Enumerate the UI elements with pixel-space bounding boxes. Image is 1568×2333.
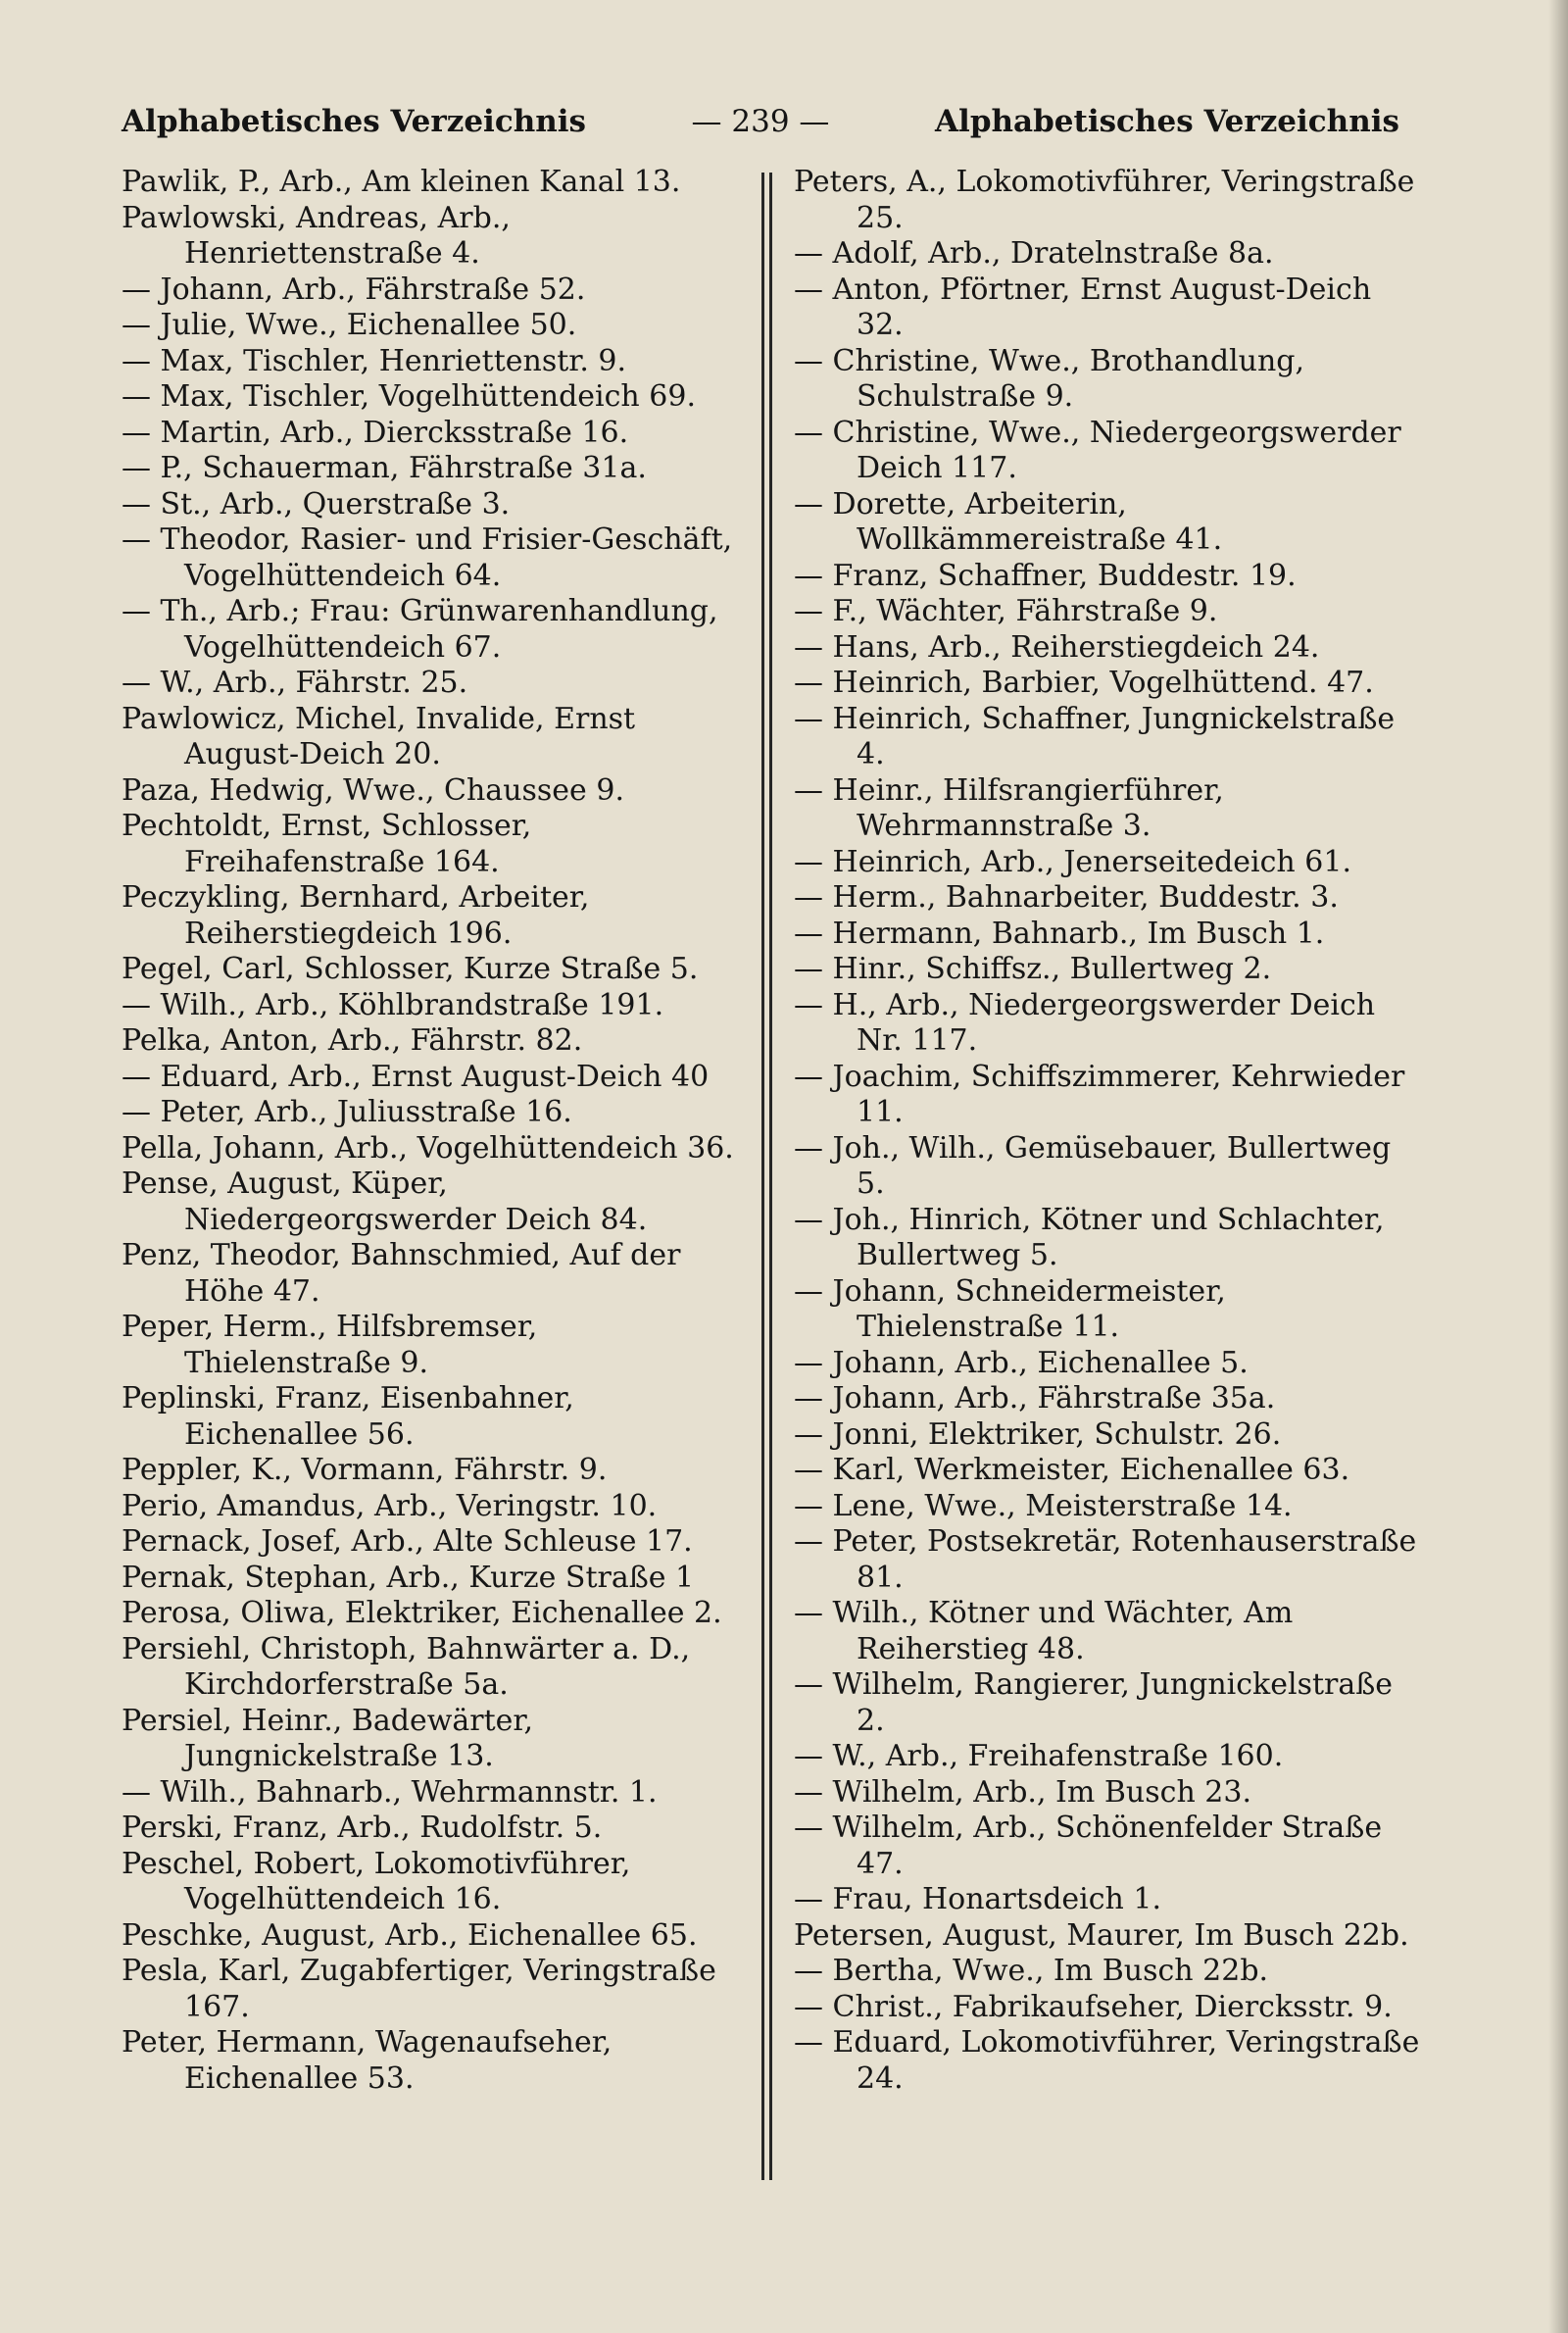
directory-entry: Perski, Franz, Arb., Rudolfstr. 5. [122,1811,603,1845]
directory-entry: — Christine, Wwe., Brothandlung, Schulstraße 9. [794,343,1305,414]
directory-entry: — Dorette, Arbeiterin, Wollkämmereistraße 41. [794,486,1223,557]
directory-entry: Pechtoldt, Ernst, Schlosser, Freihafenstraße 164. [122,809,532,879]
directory-entry: — F., Wächter, Fährstraße 9. [794,594,1218,628]
directory-entry: Perosa, Oliwa, Elektriker, Eichenallee 2. [122,1596,722,1630]
directory-entry: — P., Schauerman, Fährstraße 31a. [122,451,647,485]
directory-entry: — Peter, Postsekretär, Rotenhauserstraße 81. [794,1524,1417,1595]
directory-entry: — Joachim, Schiffszimmerer, Kehrwieder 11. [794,1059,1405,1129]
directory-entry: Peschke, August, Arb., Eichenallee 65. [122,1917,698,1953]
directory-entry: — H., Arb., Niedergeorgswerder Deich Nr. 117. [794,987,1376,1058]
directory-entry: Pawlowski, Andreas, Arb., Henriettenstraße 4. [122,200,511,271]
directory-entry: Pegel, Carl, Schlosser, Kurze Straße 5. [122,952,699,986]
directory-entry: — Eduard, Lokomotivführer, Veringstraße 24. [794,2025,1420,2096]
directory-entry: Peters, A., Lokomotivführer, Veringstraße 25. [794,165,1415,235]
directory-entry: Pelka, Anton, Arb., Fährstr. 82. [122,1023,583,1058]
header-left-title: Alphabetisches Verzeichnis [122,104,587,139]
directory-entry: Persiel, Heinr., Badewärter, Jungnickelstraße 13. [122,1703,534,1773]
directory-entry: Pernack, Josef, Arb., Alte Schleuse 17. [122,1524,693,1559]
directory-entry: — Theodor, Rasier- und Frisier-Geschäft, Vogelhüttendeich 64. [122,522,733,593]
directory-entry: — Lene, Wwe., Meisterstraße 14. [794,1488,1293,1523]
running-head [122,104,1399,147]
directory-entry: — Johann, Arb., Eichenallee 5. [794,1345,1249,1380]
directory-entry: — Wilhelm, Arb., Schönenfelder Straße 47. [794,1811,1383,1881]
directory-entry: — Karl, Werkmeister, Eichenallee 63. [794,1453,1350,1487]
directory-entry: — Wilhelm, Rangierer, Jungnickelstraße 2. [794,1667,1394,1738]
directory-entry: — Adolf, Arb., Dratelnstraße 8a. [794,236,1274,271]
directory-entry: — St., Arb., Querstraße 3. [122,486,511,521]
directory-entry: — W., Arb., Fährstr. 25. [122,666,468,700]
directory-entry: — Johann, Arb., Fährstraße 52. [122,272,586,307]
directory-entry: Pernak, Stephan, Arb., Kurze Straße 1 [122,1560,695,1595]
right-column [794,165,1421,2097]
header-right-title: Alphabetisches Verzeichnis [934,104,1399,139]
directory-entry: — Wilhelm, Arb., Im Busch 23. [794,1774,1252,1810]
directory-entry: — Hinr., Schiffsz., Bullertweg 2. [794,952,1272,986]
directory-entry: — Julie, Wwe., Eichenallee 50. [122,308,577,342]
directory-entry: — Johann, Schneidermeister, Thielenstraße 11. [794,1273,1226,1344]
directory-entry: Pella, Johann, Arb., Vogelhüttendeich 36. [122,1130,734,1166]
directory-entry: — Joh., Hinrich, Kötner und Schlachter, Bullertweg 5. [794,1202,1385,1272]
directory-entry: — Martin, Arb., Diercksstraße 16. [122,415,629,450]
directory-entry: Peczykling, Bernhard, Arbeiter, Reiherstiegdeich 196. [122,880,590,951]
directory-entry: Peschel, Robert, Lokomotivführer, Vogelhüttendeich 16. [122,1846,631,1916]
directory-entry: Perio, Amandus, Arb., Veringstr. 10. [122,1488,658,1523]
directory-entry: — Christ., Fabrikaufseher, Diercksstr. 9. [794,1989,1393,2024]
column-divider-line [761,173,764,2180]
directory-entry: Peplinski, Franz, Eisenbahner, Eichenallee 56. [122,1381,574,1452]
directory-entry: Peppler, K., Vormann, Fährstr. 9. [122,1453,608,1487]
directory-entry: — Johann, Arb., Fährstraße 35a. [794,1381,1276,1415]
directory-entry: Peper, Herm., Hilfsbremser, Thielenstraße 9. [122,1310,538,1380]
directory-entry: — Heinrich, Schaffner, Jungnickelstraße 4. [794,701,1396,771]
directory-entry: — Joh., Wilh., Gemüsebauer, Bullertweg 5. [794,1130,1392,1201]
directory-entry: Penz, Theodor, Bahnschmied, Auf der Höhe 47. [122,1238,681,1309]
directory-entry: Petersen, August, Maurer, Im Busch 22b. [794,1917,1409,1953]
directory-entry: — Jonni, Elektriker, Schulstr. 26. [794,1416,1282,1452]
directory-entry: — Anton, Pförtner, Ernst August-Deich 32. [794,272,1372,342]
directory-entry: — Hans, Arb., Reiherstiegdeich 24. [794,629,1320,665]
directory-entry: — Herm., Bahnarbeiter, Buddestr. 3. [794,880,1339,915]
directory-entry: — Heinrich, Barbier, Vogelhüttend. 47. [794,666,1374,700]
directory-entry: Pesla, Karl, Zugabfertiger, Veringstraße 167. [122,1954,716,2024]
directory-entry: Pawlowicz, Michel, Invalide, Ernst August-Deich 20. [122,701,636,771]
directory-entry: — Max, Tischler, Henriettenstr. 9. [122,343,627,378]
directory-entry: Persiehl, Christoph, Bahnwärter a. D., Kirchdorferstraße 5a. [122,1631,691,1702]
directory-entry: — Heinr., Hilfsrangierführer, Wehrmannstraße 3. [794,772,1224,843]
page-number: — 239 — [691,104,830,139]
directory-entry: — Wilh., Kötner und Wächter, Am Reiherstieg 48. [794,1596,1294,1666]
directory-entry: — Eduard, Arb., Ernst August-Deich 40 [122,1059,710,1094]
directory-entry: Peter, Hermann, Wagenaufseher, Eichenallee 53. [122,2025,612,2096]
directory-entry: — Franz, Schaffner, Buddestr. 19. [794,558,1297,593]
directory-entry: — Wilh., Bahnarb., Wehrmannstr. 1. [122,1774,658,1810]
column-divider-line [769,173,772,2180]
directory-entry: — Th., Arb.; Frau: Grünwarenhandlung, Vogelhüttendeich 67. [122,594,718,665]
directory-entry: — Christine, Wwe., Niedergeorgswerder Deich 117. [794,415,1401,485]
directory-entry: Pense, August, Küper, Niedergeorgswerder Deich 84. [122,1166,648,1237]
directory-entry: — Wilh., Arb., Köhlbrandstraße 191. [122,987,664,1022]
directory-entry: — W., Arb., Freihafenstraße 160. [794,1739,1284,1773]
directory-entry: — Max, Tischler, Vogelhüttendeich 69. [122,379,696,414]
directory-entry: — Bertha, Wwe., Im Busch 22b. [794,1954,1269,1988]
directory-entry: — Hermann, Bahnarb., Im Busch 1. [794,916,1325,951]
directory-entry: Pawlik, P., Arb., Am kleinen Kanal 13. [122,165,681,199]
directory-entry: — Peter, Arb., Juliusstraße 16. [122,1095,572,1129]
directory-entry: Paza, Hedwig, Wwe., Chaussee 9. [122,772,624,808]
left-column [122,165,739,2097]
directory-entry: — Frau, Honartsdeich 1. [794,1882,1162,1916]
directory-entry: — Heinrich, Arb., Jenerseitedeich 61. [794,844,1351,879]
